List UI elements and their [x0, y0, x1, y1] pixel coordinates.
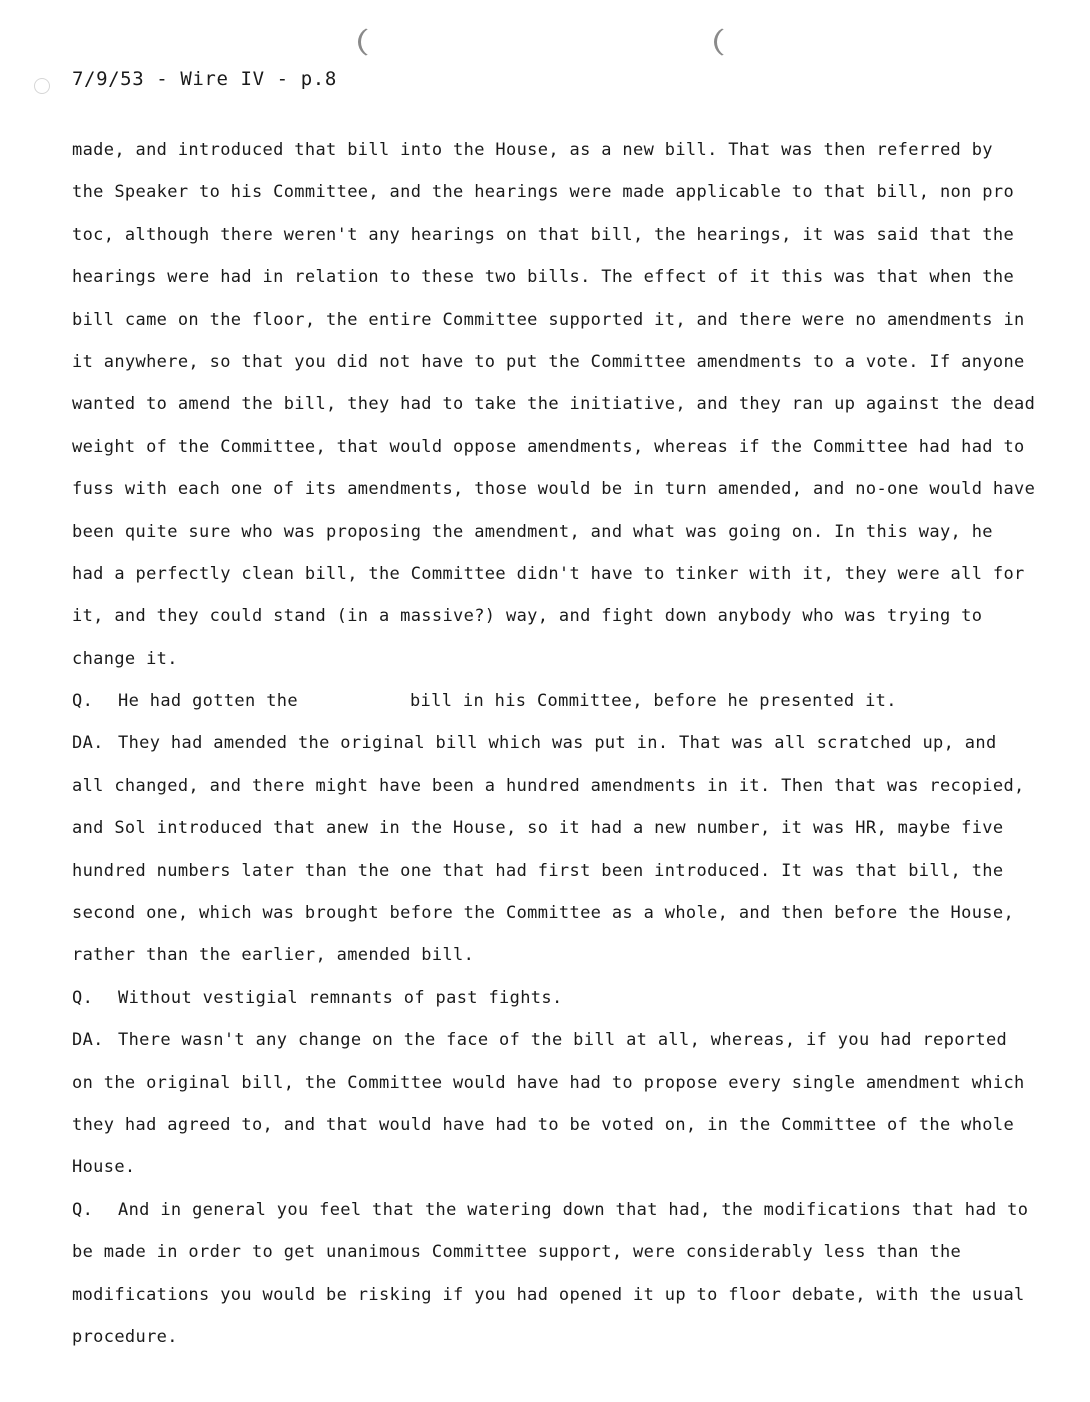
text-line: change it.	[72, 648, 178, 669]
speaker-label-q: Q.	[72, 987, 94, 1008]
question-text: He had gotten the	[118, 691, 298, 712]
text-line: had a perfectly clean bill, the Committee didn't have to tinker with it, they were all for	[72, 563, 1025, 584]
speaker-label-q: Q.	[72, 691, 94, 712]
speaker-label-q: Q.	[72, 1199, 94, 1220]
text-line: been quite sure who was proposing the amendment, and what was going on. In this way, he	[72, 521, 993, 542]
margin-mark	[34, 78, 50, 94]
text-line: toc, although there weren't any hearings on that bill, the hearings, it was said that the	[72, 224, 1015, 245]
question-text: Without vestigial remnants of past fights.	[118, 987, 563, 1008]
text-line: hearings were had in relation to these two bills. The effect of it this was that when the	[72, 267, 1015, 288]
text-line: second one, which was brought before the Committee as a whole, and then before the House,	[72, 903, 1015, 924]
text-line: wanted to amend the bill, they had to take the initiative, and they ran up against the dead	[72, 394, 1036, 415]
text-line: hundred numbers later than the one that had first been introduced. It was that bill, the	[72, 860, 1004, 881]
text-line: procedure.	[72, 1326, 178, 1347]
question-line	[72, 1196, 1042, 1238]
text-line: rather than the earlier, amended bill.	[72, 945, 475, 966]
punch-hole-left	[358, 26, 392, 58]
page-header: 7/9/53 - Wire IV - p.8	[72, 68, 337, 90]
text-line: all changed, and there might have been a hundred amendments in it. Then that was recopied,	[72, 775, 1025, 796]
speaker-label-da: DA.	[72, 1030, 104, 1051]
text-line: it anywhere, so that you did not have to put the Committee amendments to a vote. If anyone	[72, 351, 1025, 372]
answer-line	[72, 1026, 1042, 1068]
answer-text: There wasn't any change on the face of the bill at all, whereas, if you had reported	[118, 1030, 1008, 1051]
text-line: House.	[72, 1157, 136, 1178]
question-text: And in general you feel that the watering down that had, the modifications that had to	[118, 1199, 1029, 1220]
text-line: they had agreed to, and that would have had to be voted on, in the Committee of the whole	[72, 1114, 1015, 1135]
text-line: bill came on the floor, the entire Committee supported it, and there were no amendments in	[72, 309, 1025, 330]
transcript-body	[72, 136, 1042, 1365]
text-line: be made in order to get unanimous Committee support, were considerably less than the	[72, 1242, 962, 1263]
speaker-label-da: DA.	[72, 733, 104, 754]
punch-hole-right	[714, 26, 748, 58]
text-line: and Sol introduced that anew in the House, so it had a new number, it was HR, maybe five	[72, 818, 1004, 839]
question-line	[72, 984, 1042, 1026]
question-text: bill in his Committee, before he presented it.	[409, 691, 897, 712]
answer-text: They had amended the original bill which was put in. That was all scratched up, and	[118, 733, 997, 754]
text-line: made, and introduced that bill into the House, as a new bill. That was then referred by	[72, 140, 993, 160]
question-line	[72, 687, 1042, 729]
text-line: fuss with each one of its amendments, those would be in turn amended, and no-one would have	[72, 479, 1036, 500]
answer-line	[72, 729, 1042, 771]
text-line: it, and they could stand (in a massive?) way, and fight down anybody who was trying to	[72, 606, 983, 627]
text-line: the Speaker to his Committee, and the hearings were made applicable to that bill, non pro	[72, 182, 1015, 203]
text-line: weight of the Committee, that would oppose amendments, whereas if the Committee had had to	[72, 436, 1025, 457]
text-line: on the original bill, the Committee would have had to propose every single amendment which	[72, 1072, 1025, 1093]
text-line: modifications you would be risking if you had opened it up to floor debate, with the usual	[72, 1284, 1025, 1305]
